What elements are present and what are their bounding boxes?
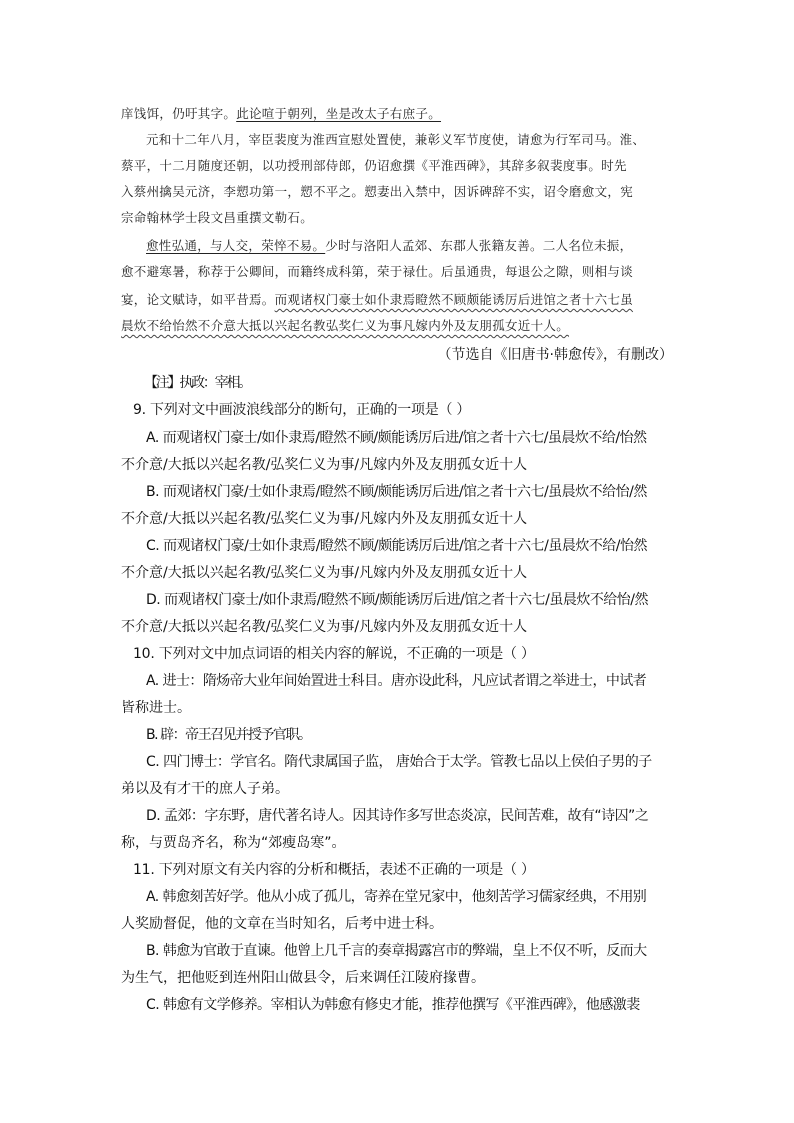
q10-option-c-cont: 弟以及有才干的庶人子弟。: [121, 781, 289, 797]
q9-option-c: C. 而观诸权门豪/士如仆隶焉/瞪然不顾/颇能诱厉后进/馆之者十六七/虽晨炊不给/怡然: [146, 538, 647, 554]
passage-line: 宗命翰林学士段文昌重撰文勒石。: [121, 210, 314, 225]
q10-stem: 10. 下列对文中加点词语的相关内容的解说，不正确的一项是（ ）: [133, 646, 535, 662]
underlined-sentence: 此论喧于朝列，坐是改太子右庶子。: [236, 106, 442, 121]
underlined-sentence: 愈性弘通，与人交，荣悴不易。: [146, 238, 326, 253]
passage-line: [121, 316, 569, 334]
q9-option-b-cont: 不介意/大抵以兴起名教/弘奖仁义为事/凡嫁内外及友朋孤女近十人: [121, 511, 528, 527]
q9-option-b: B. 而观诸权门豪/士如仆隶焉/瞪然不顾/颇能诱厉后进/馆之者十六七/虽晨炊不给怡/然: [146, 484, 647, 500]
passage-line: [121, 290, 633, 308]
wavy-underlined-text: 晨炊不给怡然不介意大抵以兴起名教弘奖仁义为事凡嫁内外及友朋孤女近十人。: [121, 318, 570, 333]
passage-line: [146, 236, 632, 254]
wavy-underlined-text: 而观诸权门豪士如仆隶焉瞪然不顾颇能诱厉后进馆之者十六七虽: [274, 292, 634, 307]
note: 【注】执政：宰相。: [144, 375, 250, 391]
q9-option-c-cont: 不介意/大抵以兴起名教/弘奖仁义为事/凡嫁内外及友朋孤女近十人: [121, 565, 528, 581]
q9-option-d-cont: 不介意/大抵以兴起名教/弘奖仁义为事/凡嫁内外及友朋孤女近十人: [121, 619, 528, 635]
q11-option-c: C. 韩愈有文学修养。宰相认为韩愈有修史才能，推荐他撰写《平淮西碑》，他感激裴: [146, 997, 640, 1013]
q11-stem: 11. 下列对原文有关内容的分析和概括，表述不正确的一项是（ ）: [133, 862, 535, 878]
q10-option-a: A. 进士：隋炀帝大业年间始置进士科目。唐亦设此科，凡应试者谓之举进士，中试者: [146, 673, 647, 689]
q11-option-a-cont: 人奖励督促，他的文章在当时知名，后考中进士科。: [121, 916, 443, 932]
q10-option-d: D. 孟郊：字东野，唐代著名诗人。因其诗作多写世态炎凉，民间苦难，故有“诗囚”之: [146, 808, 649, 824]
passage-line: 蔡平，十二月随度还朝，以功授刑部侍郎，仍诏愈撰《平淮西碑》，其辞多叙裴度事。时先: [121, 158, 627, 173]
q11-option-b-cont: 为生气，把他贬到连州阳山做县令，后来调任江陵府掾曹。: [121, 970, 485, 986]
q10-option-c: C. 四门博士：学官名。隋代隶属国子监， 唐始合于太学。管教七品以上侯伯子男的子: [146, 754, 652, 770]
q9-stem: 9. 下列对文中画波浪线部分的断句，正确的一项是（ ）: [133, 402, 471, 418]
passage-line: 愈不避寒暑，称荐于公卿间，而籍终成科第，荣于禄仕。后虽通贵，每退公之隙，则相与谈: [121, 264, 634, 279]
q11-option-a: A. 韩愈刻苦好学。他从小成了孤儿，寄养在堂兄家中，他刻苦学习儒家经典，不用别: [146, 889, 647, 905]
q10-option-b: B. 辟：帝王召见并授予官职。: [146, 727, 311, 743]
source-citation: （节选自《旧唐书·韩愈传》，有删改）: [437, 347, 673, 363]
passage-text: 庠饯饵，仍吁其字。: [121, 106, 237, 121]
q10-option-a-cont: 皆称进士。: [121, 700, 191, 716]
passage-text: 宴，论文赋诗，如平昔焉。: [121, 292, 275, 307]
passage-line: 元和十二年八月，宰臣裴度为淮西宣慰处置使，兼彰义军节度使，请愈为行军司马。淮、: [146, 132, 646, 147]
q9-option-a: A. 而观诸权门豪士/如仆隶焉/瞪然不顾/颇能诱厉后进/馆之者十六七/虽晨炊不给/怡然: [146, 430, 647, 446]
q9-option-a-cont: 不介意/大抵以兴起名教/弘奖仁义为事/凡嫁内外及友朋孤女近十人: [121, 457, 528, 473]
passage-line: 入蔡州擒吴元济，李愬功第一，愬不平之。愬妻出入禁中，因诉碑辞不实，诏令磨愈文，宪: [121, 184, 634, 199]
passage-line: [121, 104, 441, 122]
q10-option-d-cont: 称，与贾岛齐名，称为“郊瘦岛寒”。: [121, 835, 346, 851]
q9-option-d: D. 而观诸权门豪士/如仆隶焉/瞪然不顾/颇能诱厉后进/馆之者十六七/虽晨炊不给怡/然: [146, 592, 648, 608]
q11-option-b: B. 韩愈为官敢于直谏。他曾上几千言的奏章揭露宫市的弊端，皇上不仅不听，反而大: [146, 943, 647, 959]
passage-text: 少时与洛阳人孟郊、东郡人张籍友善。二人名位未振，: [325, 238, 633, 253]
